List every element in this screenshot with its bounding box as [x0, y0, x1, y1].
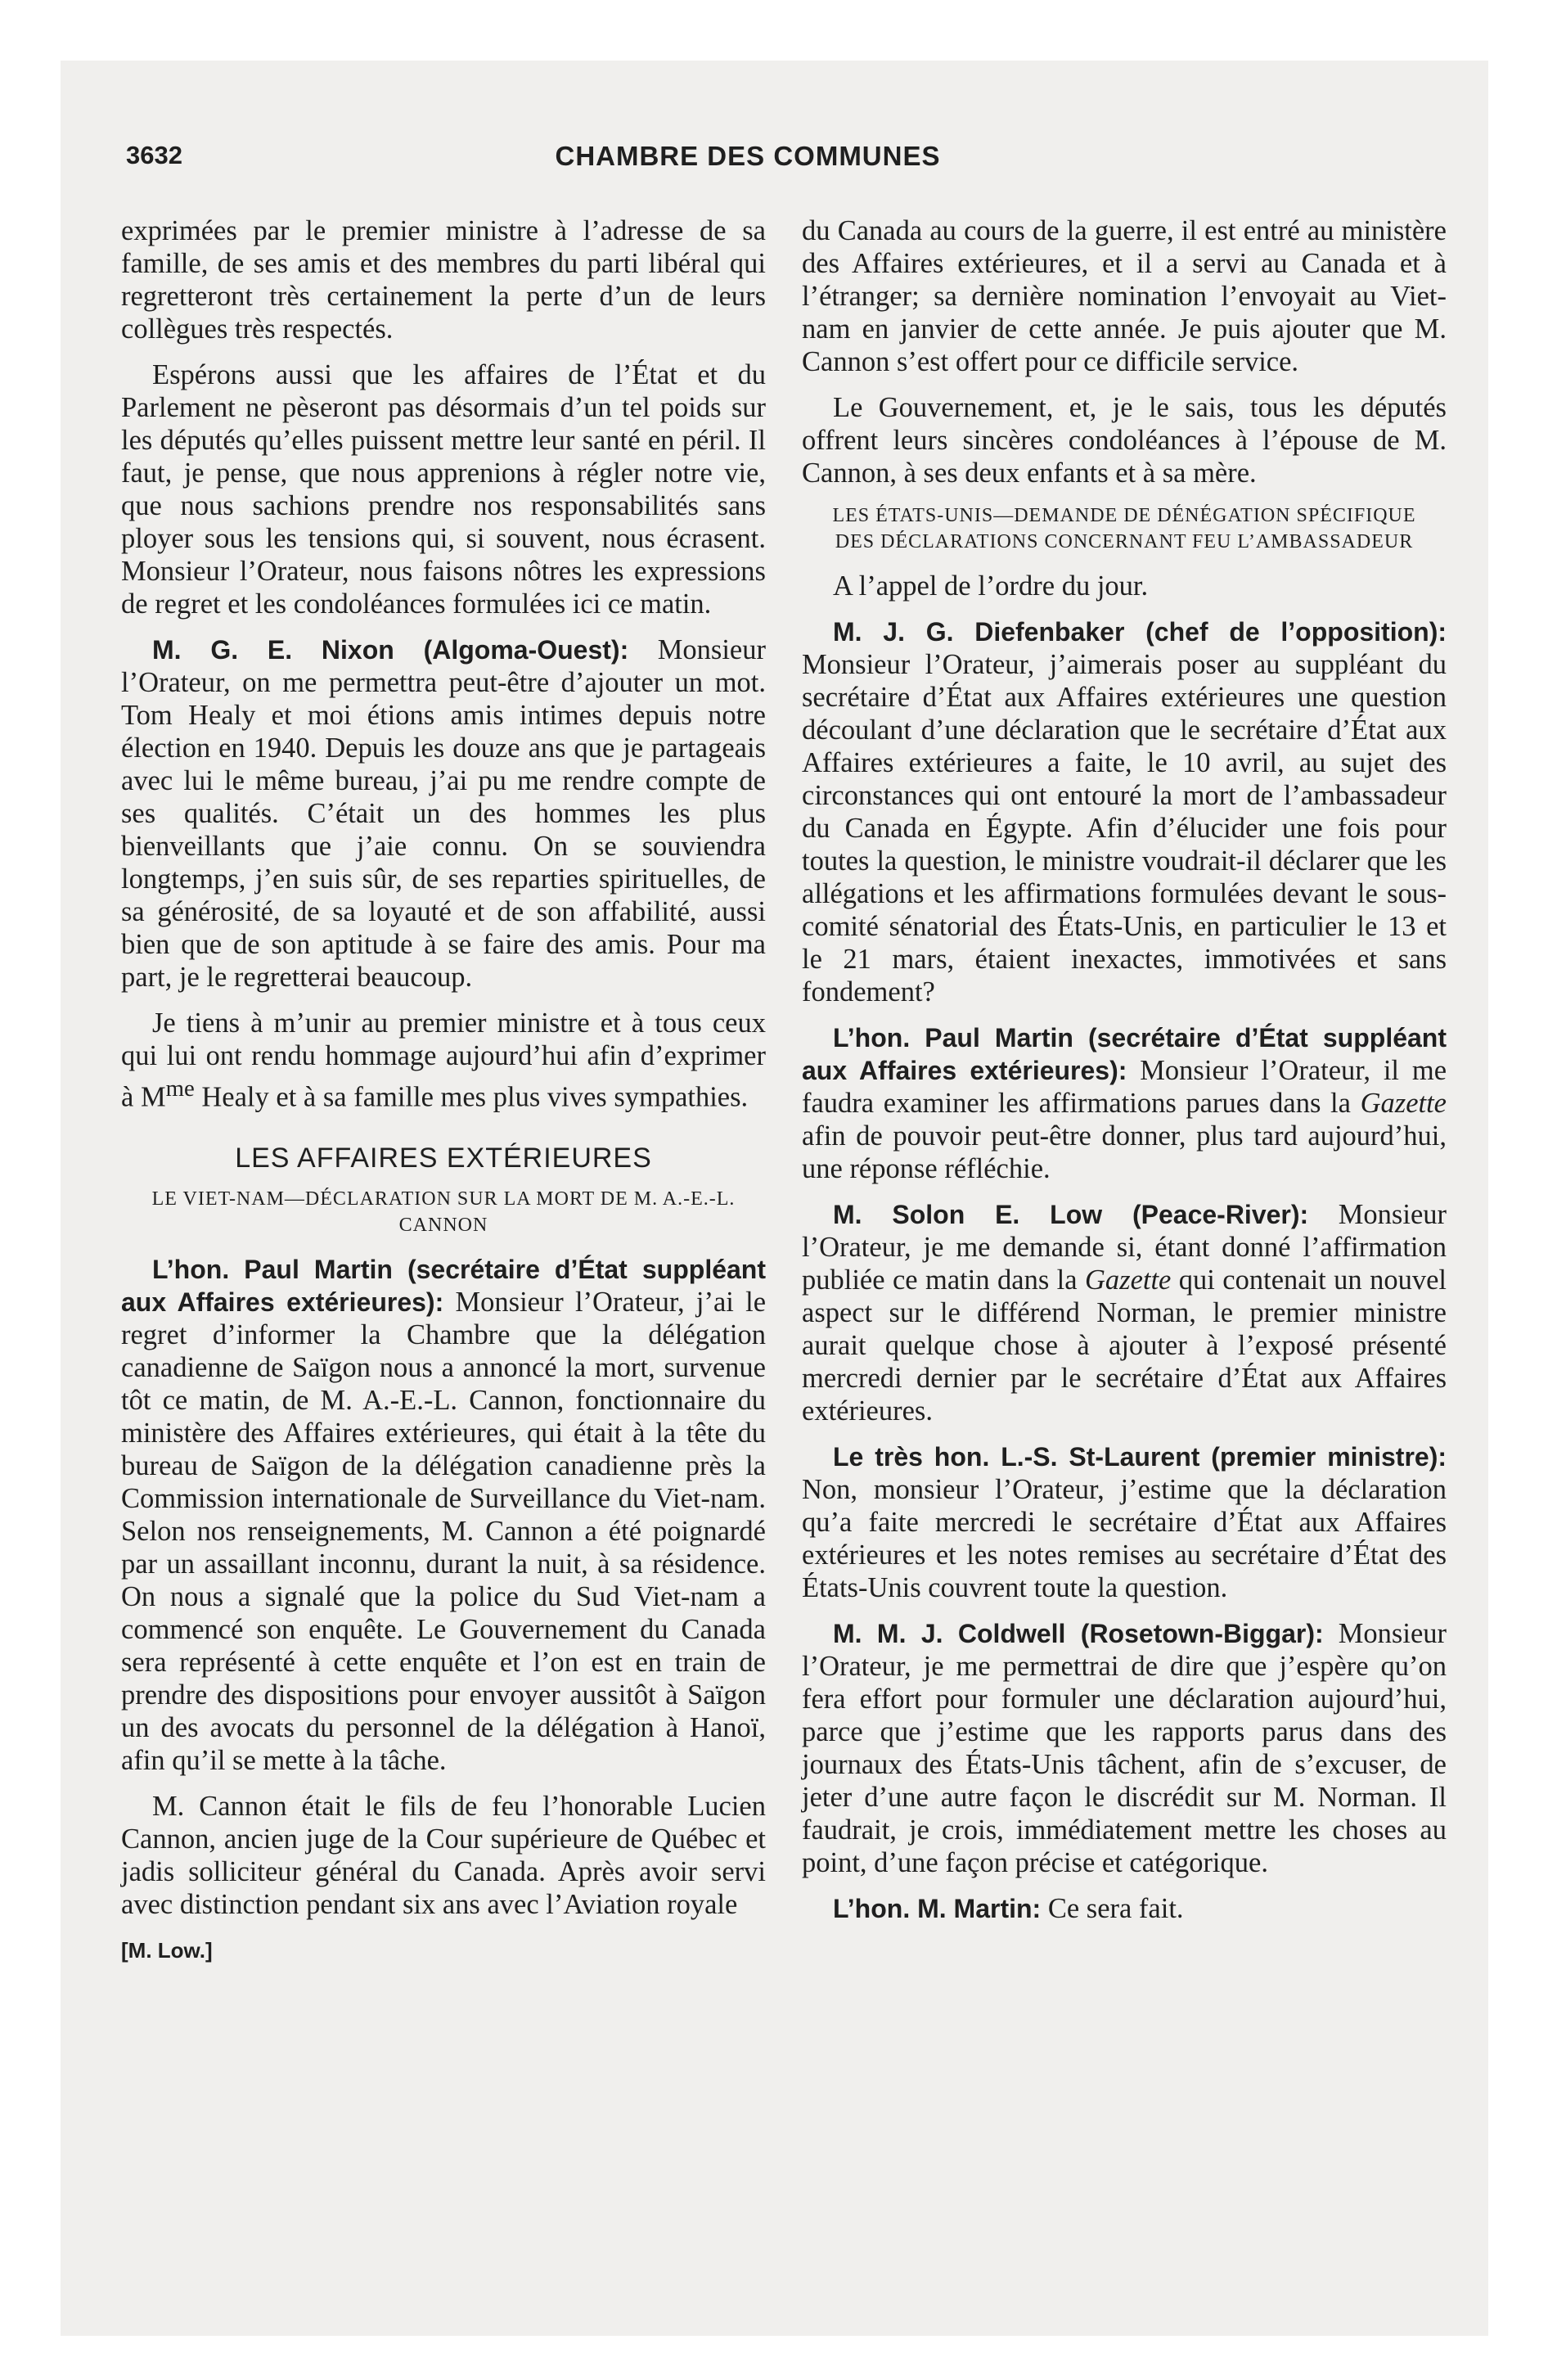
speech-text: Monsieur l’Orateur, j’ai le regret d’informer la Chambre que la délégation canadienne de Saïgon nous a annoncé la mort, survenue tôt ce matin, de M. A.-E.-L. Cannon, fonctionnaire du ministère des Affaires extérieures, qui était à la tête du bureau de Saïgon de la délégation canadienne près la Commission internationale de Surveillance du Viet-nam. Selon nos renseignements, M. Cannon a été poignardé par un assaillant inconnu, durant la nuit, à sa résidence. On nous a signalé que la police du Sud Viet-nam a commencé son enquête. Le Gouvernement du Canada sera représenté à cette enquête et l’on est en train de prendre des dispositions pour envoyer aussitôt à Saïgon un des avocats du personnel de la délégation à Hanoï, afin qu’il se mette à la tâche. — [121, 1286, 767, 1776]
speaker-name: Le très hon. L.-S. St-Laurent (premier ministre): — [833, 1442, 1447, 1472]
paragraph — [802, 1198, 1447, 1427]
speaker-name: L’hon. Paul Martin (secrétaire d’État suppléant aux Affaires extérieures): — [802, 1023, 1447, 1085]
speech-text: Ce sera fait. — [1041, 1893, 1184, 1924]
speech-text: Monsieur l’Orateur, on me permettra peut-être d’ajouter un mot. Tom Healy et moi étions amis intimes depuis notre élection en 1940. Depuis les douze ans que je partageais avec lui le même bureau, j’ai pu me rendre compte de ses qualités. C’était un des hommes les plus bienveillants que j’aie connu. On se souviendra longtemps, j’en suis sûr, de ses reparties spirituelles, de sa générosité, de sa loyauté et de son affabilité, aussi bien que de son aptitude à se faire des amis. Pour ma part, je le regretterai beaucoup. — [121, 634, 766, 993]
paragraph — [802, 1617, 1447, 1879]
left-column — [121, 214, 766, 1967]
paragraph — [121, 633, 766, 994]
speech-text: Monsieur l’Orateur, il me faudra examiner les affirmations parues dans la — [802, 1055, 1447, 1119]
speaker-name: M. M. J. Coldwell (Rosetown-Biggar): — [833, 1619, 1324, 1648]
speech-text: Healy et à sa famille mes plus vives sympathies. — [194, 1081, 749, 1113]
speech-text: Monsieur l’Orateur, j’aimerais poser au suppléant du secrétaire d’État aux Affaires extérieures une question découlant d’une déclaration que le secrétaire d’État aux Affaires extérieures a faite, le 10 avril, au sujet des circonstances qui ont entouré la mort de l’ambassadeur du Canada en Égypte. Afin d’élucider une fois pour toutes la question, le ministre voudrait-il déclarer que les allégations et les affirmations formulées devant le sous-comité sénatorial des États-Unis, en particulier le 13 et le 21 mars, étaient inexactes, immotivées et sans fondement? — [802, 649, 1447, 1007]
speaker-name: L’hon. M. Martin: — [833, 1894, 1042, 1923]
speech-text: afin de pouvoir peut-être donner, plus tard aujourd’hui, une réponse réfléchie. — [802, 1120, 1447, 1184]
paragraph — [802, 1892, 1447, 1925]
sub-heading: LE VIET-NAM—DÉCLARATION SUR LA MORT DE M. A.-E.-L. CANNON — [151, 1188, 736, 1236]
italic-text: Gazette — [1084, 1264, 1172, 1296]
speech-text: Monsieur l’Orateur, je me permettrai de dire que j’espère qu’on fera effort pour formuler une déclaration aujourd’hui, parce que j’estime que les rapports parus dans des journaux des États-Unis tâchent, afin de s’excuser, de jeter d’une autre façon le discrédit sur M. Norman. Il faudrait, je crois, immédiatement mettre les choses au point, d’une façon précise et catégorique. — [802, 1618, 1447, 1878]
superscript: me — [165, 1075, 195, 1102]
page-header — [126, 141, 1370, 190]
running-title: CHAMBRE DES COMMUNES — [555, 141, 941, 171]
paragraph: Le Gouvernement, et, je le sais, tous les députés offrent leurs sincères condoléances à l’épouse de M. Cannon, à ses deux enfants et à sa mère. — [802, 392, 1447, 489]
speaker-name: M. Solon E. Low (Peace-River): — [833, 1200, 1309, 1229]
paragraph — [802, 615, 1447, 1008]
speech-text: qui contenait un nouvel aspect sur le différend Norman, le premier ministre aurait quelque chose à ajouter à l’exposé présenté mercredi dernier par le secrétaire d’État aux Affaires extérieures. — [802, 1264, 1447, 1427]
paragraph: exprimées par le premier ministre à l’adresse de sa famille, de ses amis et des membres du parti libéral qui regretteront très certainement la perte d’un de leurs collègues très respectés. — [121, 215, 766, 345]
footer-reference: [M. Low.] — [121, 1937, 213, 1963]
right-column — [802, 214, 1447, 1938]
sub-heading: LES ÉTATS-UNIS—DEMANDE DE DÉNÉGATION SPÉCIFIQUE DES DÉCLARATIONS CONCERNANT FEU L’AMBASSADEUR — [832, 505, 1416, 552]
paragraph — [802, 1440, 1447, 1604]
speaker-name: M. J. G. Diefenbaker (chef de l’opposition): — [833, 617, 1447, 647]
speech-text: Monsieur l’Orateur, je me demande si, étant donné l’affirmation publiée ce matin dans la — [802, 1199, 1447, 1296]
page-number: 3632 — [126, 141, 182, 169]
paragraph: M. Cannon était le fils de feu l’honorable Lucien Cannon, ancien juge de la Cour supérieure de Québec et jadis solliciteur général du Canada. Après avoir servi avec distinction pendant six ans avec l’Aviation royale — [121, 1790, 766, 1920]
speaker-name: L’hon. Paul Martin (secrétaire d’État suppléant aux Affaires extérieures): — [121, 1254, 766, 1317]
paragraph — [121, 1253, 766, 1777]
paragraph — [802, 1021, 1447, 1185]
speech-text: Je tiens à m’unir au premier ministre et à tous ceux qui lui ont rendu hommage aujourd’hui afin d’exprimer à M — [121, 1007, 766, 1113]
paragraph: du Canada au cours de la guerre, il est entré au ministère des Affaires extérieures, et il a servi au Canada et à l’étranger; sa dernière nomination l’envoyait au Viet-nam en janvier de cette année. Je puis ajouter que M. Cannon s’est offert pour ce difficile service. — [802, 215, 1447, 377]
paragraph: A l’appel de l’ordre du jour. — [833, 570, 1149, 602]
speaker-name: M. G. E. Nixon (Algoma-Ouest): — [152, 635, 629, 665]
speech-text: Non, monsieur l’Orateur, j’estime que la déclaration qu’a faite mercredi le secrétaire d’État aux Affaires extérieures et les notes remises au secrétaire d’État des États-Unis couvrent toute la question. — [802, 1474, 1447, 1603]
paragraph: Espérons aussi que les affaires de l’État et du Parlement ne pèseront pas désormais d’un tel poids sur les députés qu’elles puissent mettre leur santé en péril. Il faut, je pense, que nous apprenions à régler notre vie, que nous sachions prendre nos responsabilités sans ployer sous les tensions qui, si souvent, nous écrasent. Monsieur l’Orateur, nous faisons nôtres les expressions de regret et les condoléances formulées ici ce matin. — [121, 359, 766, 620]
italic-text: Gazette — [1360, 1088, 1447, 1119]
paragraph — [121, 1007, 766, 1114]
section-title: LES AFFAIRES EXTÉRIEURES — [235, 1142, 652, 1174]
